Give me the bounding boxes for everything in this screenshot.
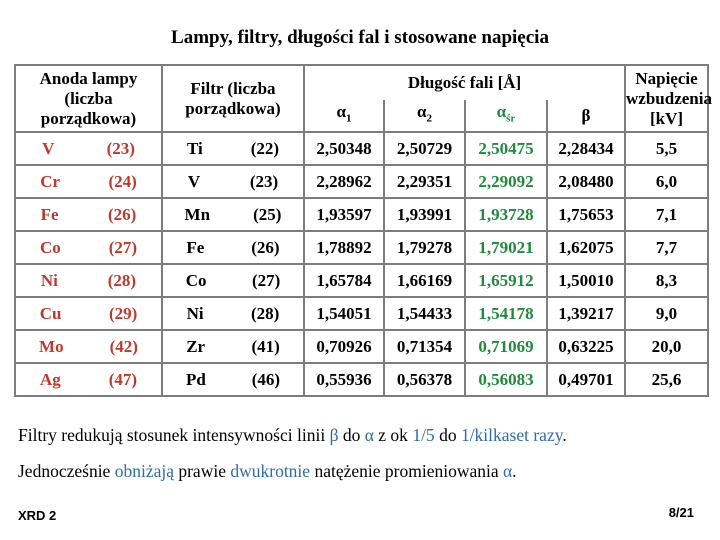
anode-cell [15, 165, 162, 198]
table-row [15, 231, 708, 264]
beta-value: 1,75653 [547, 198, 625, 231]
alpha1-value: 1,93597 [304, 198, 384, 231]
alpha2-value: 2,29351 [384, 165, 465, 198]
voltage-value: 6,0 [625, 165, 708, 198]
voltage-value: 7,7 [625, 231, 708, 264]
alpha-sr-value: 1,65912 [465, 264, 547, 297]
table-row [15, 198, 708, 231]
filter-cell [162, 330, 304, 363]
filter-symbol: Ni [186, 303, 204, 323]
beta-value: 2,08480 [547, 165, 625, 198]
alpha2-value: 0,56378 [384, 363, 465, 396]
filter-cell [162, 231, 304, 264]
filter-symbol: Ti [186, 138, 203, 158]
page-number: 8/21 [668, 505, 694, 520]
header-alpha1: $\alpha_1$ [304, 100, 384, 132]
filter-number: (46) [251, 369, 281, 389]
voltage-value: 8,3 [625, 264, 708, 297]
table-row [15, 165, 708, 198]
alpha-sr-value: 0,71069 [465, 330, 547, 363]
beta-value: 1,39217 [547, 297, 625, 330]
filter-cell [162, 198, 304, 231]
anode-number: (24) [108, 171, 137, 191]
table-row [15, 330, 708, 363]
alpha2-value: 1,66169 [384, 264, 465, 297]
anode-cell [15, 132, 162, 165]
beta-value: 0,49701 [547, 363, 625, 396]
anode-number: (42) [109, 336, 138, 356]
voltage-value: 20,0 [625, 330, 708, 363]
alpha-sr-value: 2,29092 [465, 165, 547, 198]
alpha-sr-value: 2,50475 [465, 132, 547, 165]
filter-cell [162, 165, 304, 198]
table-row [15, 363, 708, 396]
anode-number: (28) [107, 270, 137, 290]
voltage-value: 9,0 [625, 297, 708, 330]
anode-symbol: Ni [40, 270, 58, 290]
alpha1-value: 2,28962 [304, 165, 384, 198]
alpha-sr-value: 0,56083 [465, 363, 547, 396]
anode-cell [15, 297, 162, 330]
filter-cell [162, 363, 304, 396]
anode-number: (47) [108, 369, 138, 389]
anode-number: (29) [108, 303, 138, 323]
header-alpha2: $\alpha_2$ [384, 100, 465, 132]
filter-cell [162, 297, 304, 330]
alpha2-value: 1,93991 [384, 198, 465, 231]
table-row [15, 264, 708, 297]
alpha1-value: 1,54051 [304, 297, 384, 330]
filter-number: (23) [249, 171, 279, 191]
table-row [15, 132, 708, 165]
alpha2-value: 1,54433 [384, 297, 465, 330]
beta-value: 2,28434 [547, 132, 625, 165]
note-intensity: Jednocześnie obniżają prawie dwukrotnie natężenie promieniowania α. [18, 461, 517, 481]
filter-number: (25) [253, 204, 282, 224]
xray-tube-table [14, 64, 712, 397]
alpha1-value: 1,65784 [304, 264, 384, 297]
beta-value: 1,62075 [547, 231, 625, 264]
page-title: Lampy, filtry, długości fal i stosowane napięcia [171, 27, 549, 48]
footer-label: XRD 2 [18, 508, 57, 523]
voltage-value: 25,6 [625, 363, 708, 396]
anode-symbol: Co [39, 237, 61, 257]
alpha1-value: 0,55936 [304, 363, 384, 396]
alpha2-value: 0,71354 [384, 330, 465, 363]
filter-cell [162, 132, 304, 165]
beta-value: 0,63225 [547, 330, 625, 363]
voltage-value: 7,1 [625, 198, 708, 231]
anode-number: (27) [108, 237, 138, 257]
anode-number: (23) [106, 138, 135, 158]
table-row [15, 297, 708, 330]
filter-symbol: Fe [186, 237, 205, 257]
alpha1-value: 2,50348 [304, 132, 384, 165]
anode-number: (26) [107, 204, 137, 224]
anode-cell [15, 264, 162, 297]
alpha2-value: 2,50729 [384, 132, 465, 165]
alpha2-value: 1,79278 [384, 231, 465, 264]
note-filter-reduction: Filtry redukują stosunek intensywności linii β do α z ok 1/5 do 1/kilkaset razy. [18, 425, 567, 445]
anode-symbol: Cr [40, 171, 61, 191]
header-voltage: Napięcie wzbudzenia [kV] [625, 65, 708, 132]
alpha1-value: 0,70926 [304, 330, 384, 363]
alpha-sr-value: 1,93728 [465, 198, 547, 231]
anode-symbol: V [42, 138, 55, 158]
header-filter: Filtr (liczba porządkowa) [162, 65, 304, 132]
anode-cell [15, 231, 162, 264]
filter-symbol: Pd [185, 369, 206, 389]
anode-cell [15, 198, 162, 231]
filter-number: (22) [250, 138, 280, 158]
alpha-sr-value: 1,79021 [465, 231, 547, 264]
anode-cell [15, 363, 162, 396]
header-wavelength: Długość fali [Å] [304, 65, 625, 100]
anode-symbol: Fe [40, 204, 59, 224]
anode-symbol: Cu [39, 303, 62, 323]
header-beta: β [547, 100, 625, 132]
voltage-value: 5,5 [625, 132, 708, 165]
filter-cell [162, 264, 304, 297]
header-anode: Anoda lampy (liczba porządkowa) [15, 65, 162, 132]
alpha-sr-value: 1,54178 [465, 297, 547, 330]
filter-symbol: Zr [186, 336, 206, 356]
filter-number: (28) [250, 303, 280, 323]
filter-symbol: Co [185, 270, 207, 290]
anode-cell [15, 330, 162, 363]
filter-number: (41) [251, 336, 280, 356]
header-alpha-sr: $\alpha_{śr}$ [465, 100, 547, 132]
anode-symbol: Mo [39, 336, 64, 356]
filter-number: (26) [251, 237, 280, 257]
beta-value: 1,50010 [547, 264, 625, 297]
filter-number: (27) [251, 270, 281, 290]
filter-symbol: Mn [184, 204, 211, 224]
filter-symbol: V [187, 171, 201, 191]
alpha1-value: 1,78892 [304, 231, 384, 264]
anode-symbol: Ag [39, 369, 61, 389]
